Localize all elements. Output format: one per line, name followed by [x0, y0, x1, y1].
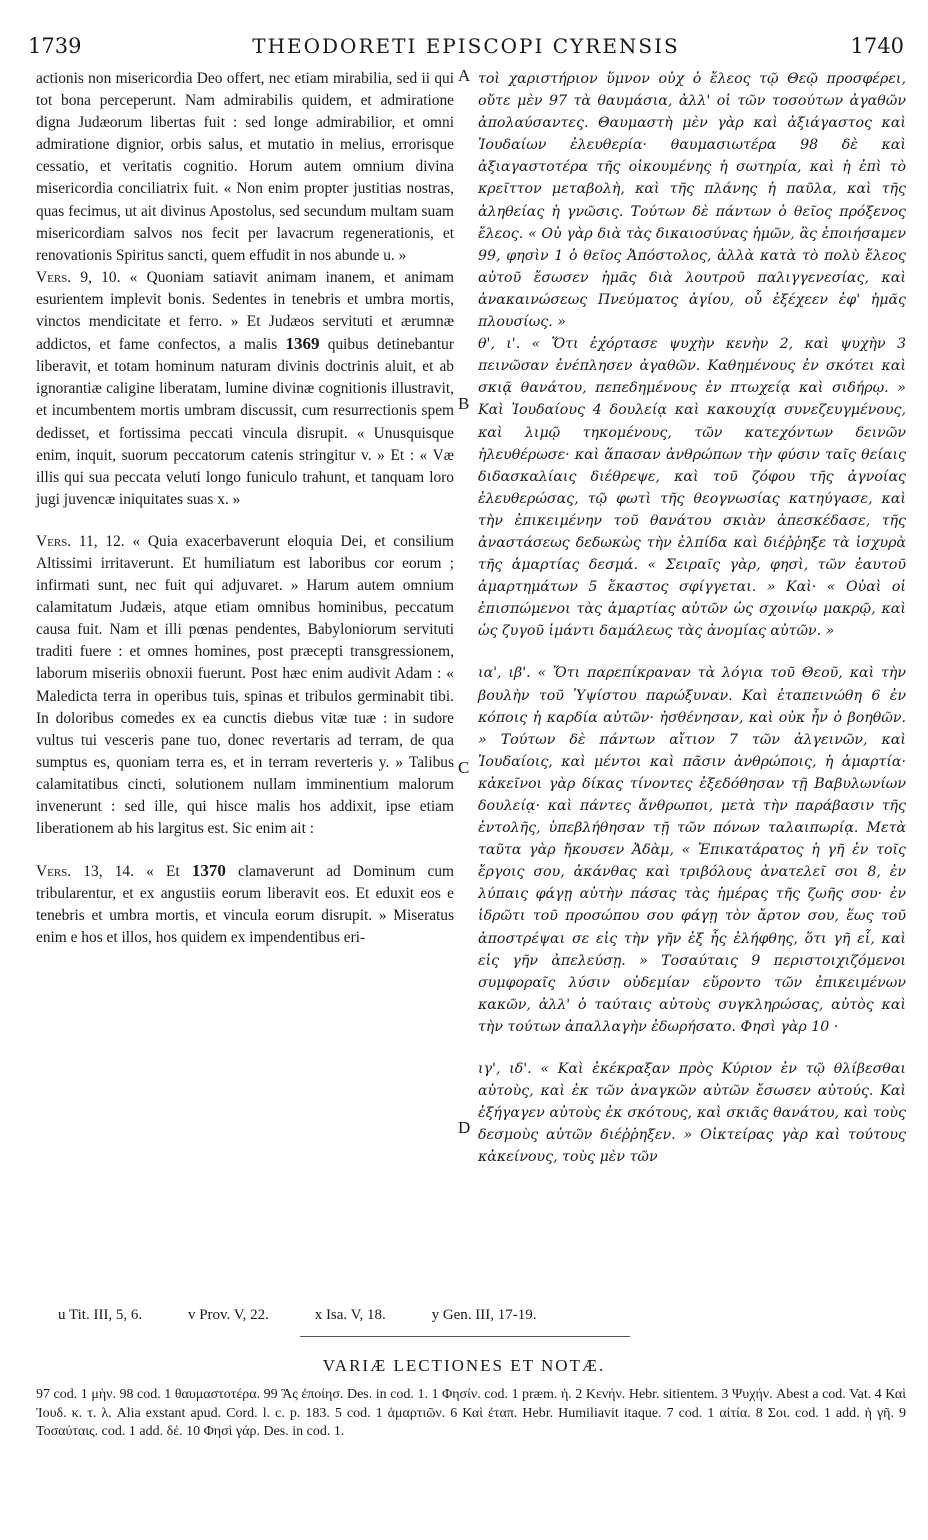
margin-letter-c: C — [458, 758, 470, 777]
greek-paragraph-1: τοὶ χαριστήριον ὕμνον οὐχ ὁ ἔλεος τῷ Θεῷ προσφέρει, οὔτε μὲν 97 τὰ θαυμάσια, ἀλλ' οἱ τῶν τοσούτων ἀγαθῶν ἀπολαύσαντες. Θαυμαστὴ μὲν γὰρ καὶ ἀξιάγαστος καὶ Ἰουδαίων ἐλευθερία· θαυμασιωτέρα 98 δὲ καὶ ἀξιαγαστοτέρα τῆς οἰκουμένης ἡ σωτηρία, καὶ ἡ ἐπὶ τὸ κρεῖττον μεταβολὴ, καὶ τῆς πλάνης ἡ παῦλα, καὶ τῆς ἀληθείας ἡ γνῶσις. Τούτων δὲ πάντων ὁ θεῖος πρόξενος ἔλεος. « Οὐ γὰρ διὰ τὰς δικαιοσύνας ἡμῶν, ἃς ἐποιήσαμεν 99, φησὶν 1 ὁ θεῖος Ἀπόστολος, ἀλλὰ κατὰ τὸ πολὺ ἔλεος αὐτοῦ ἔσωσεν ἡμᾶς διὰ λουτροῦ παλιγγενεσίας, καὶ ἀνακαινώσεως Πνεύματος ἁγίου, οὗ ἐξέχεεν ἐφ' ἡμᾶς πλουσίως. » — [478, 71, 906, 331]
latin-text: clamaverunt ad Dominum cum tribularentur, et ex angustiis eorum liberavit eos. Et eduxit eos e tenebris et umbra mortis, et vincula eorum disrupit. » Miseratus enim e hos et illos, hos quidem ex impendentibus eri- — [36, 863, 454, 947]
latin-paragraph-1: actionis non misericordia Deo offert, nec etiam mirabilia, sed ii qui tot bona perceperunt. Nam admirabilis quidem, et admiratione digna Judæorum libertas fuit : sed longe admirabilior, et omni admiratione dignior, orbis salus, et mutatio in melius, errorisque cessatio, et veritatis cognitio. Horum autem omnium divina misericordia conciliatrix fuit. « Non enim propter justitias nostras, quas fecimus, ut ait divinus Apostolus, sed secundum multam suam misericordiam salvos nos fecit per lavacrum regenerationis, et renovationis Spiritus sancti, quem effudit in nos abunde u. » — [36, 70, 454, 264]
footnote: x Isa. V, 18. — [314, 1307, 386, 1323]
latin-paragraph-2 — [36, 267, 454, 511]
latin-text: « Quoniam satiavit animam inanem, et animam esurientem implevit bonis. Sedentes in tenebris et umbra mortis, vinctos mendicitate et ferro. » Et Judæos servituti et ærumnæ addictos, et fame confectos, a malis — [36, 268, 454, 354]
page-number-right: 1740 — [850, 34, 904, 58]
variant-notes: 97 cod. 1 μὴν. 98 cod. 1 θαυμαστοτέρα. 99 Ἃς ἐποίησ. Des. in cod. 1. 1 Φησίν. cod. 1 præm. ἡ. 2 Κενήν. Hebr. sitientem. 3 Ψυχήν. Abest a cod. Vat. 4 Καὶ Ἰουδ. κ. τ. λ. Alia exstant apud. Cord. l. c. p. 183. 5 cod. 1 ἁμαρτιῶν. 6 Καὶ ἐταπ. Hebr. Humiliavit itaque. 7 cod. 1 αἰτία. 8 Σοι. cod. 1 add. ἡ γῆ. 9 Τοσαύταις. cod. 1 add. δέ. 10 Φησὶ γάρ. Des. in cod. 1. — [36, 1387, 906, 1439]
greek-paragraph-4: ιγ', ιδ'. « Καὶ ἐκέκραξαν πρὸς Κύριον ἐν τῷ θλίβεσθαι αὐτοὺς, καὶ ἐκ τῶν ἀναγκῶν αὐτῶν ἔσωσεν αὐτούς. Καὶ ἐξήγαγεν αὐτοὺς ἐκ σκότους, καὶ σκιᾶς θανάτου, καὶ τοὺς δεσμοὺς αὐτῶν διέῤῥηξεν. » Οἰκτείρας γὰρ καὶ τούτους κἀκείνους, τοὺς μὲν τῶν — [478, 1061, 906, 1166]
footnote: u Tit. III, 5, 6. — [58, 1307, 143, 1323]
margin-letter-b: B — [458, 394, 470, 413]
margin-letter-d: D — [458, 1118, 471, 1137]
latin-text: quibus detinebantur liberavit, et totam hominum naturam divinis doctrinis aluit, et ab ignorantiæ caligine liberatam, lumine divinæ cognitionis illustravit, et incumbentem mortis umbram discussit, cum resurrectionis spem dedisset, et fortissima peccati vincula disrupit. « Unusquisque enim, inquit, suorum peccatorum catenis stringitur v. » Et : « Væ illis qui sua peccata veluti longo funiculo trahunt, et tanquam loro jugi juvencæ iniquitates suas x. » — [36, 336, 454, 508]
verse-heading: Vers. 13, 14. — [36, 863, 134, 881]
latin-paragraph-4 — [36, 860, 454, 949]
greek-paragraph-3: ια', ιβ'. « Ὅτι παρεπίκραναν τὰ λόγια τοῦ Θεοῦ, καὶ τὴν βουλὴν τοῦ Ὑψίστου παρώξυναν. Καὶ ἐταπεινώθη 6 ἐν κόποις ἡ καρδία αὐτῶν· ἠσθένησαν, καὶ οὐκ ἦν ὁ βοηθῶν. » Τούτων δὲ πάντων αἴτιον 7 τῶν ἀλγεινῶν, καὶ Ἰουδαίοις, καὶ μέντοι καὶ πᾶσιν ἀνθρώποις, ἡ ἁμαρτία· κἀκεῖνοι γὰρ δίκας τίνοντες ἐξεδόθησαν τῇ Βαβυλωνίων δουλείᾳ· καὶ πάντες ἄνθρωποι, μετὰ τὴν παράβασιν τῆς ἐντολῆς, ὑπεβλήθησαν τῇ τῶν πόνων ταλαιπωρίᾳ. Μετὰ ταῦτα γὰρ ἤκουσεν Ἀδὰμ, « Ἐπικατάρατος ἡ γῆ ἐν τοῖς ἔργοις σου, ἀκάνθας καὶ τριβόλους ἀνατελεῖ σοι 8, ἐν λύπαις φάγῃ αὐτὴν πάσας τὰς ἡμέρας τῆς ζωῆς σου· ἐν ἱδρῶτι τοῦ προσώπου σου φάγῃ τὸν ἄρτον σου, ἕως τοῦ ἀποστρέψαι σε εἰς τὴν γῆν ἐξ ἧς ἐλήφθης, ὅτι γῆ εἶ, καὶ εἰς γῆν ἀπελεύσῃ. » Τοσαύταις 9 περιστοιχιζόμενοι συμφοραῖς λύσιν οὐδεμίαν εὕροντο τῶν ἐπικειμένων κακῶν, ἀλλ' ὁ ταύταις αὐτοὺς συγκληρώσας, αὐτὸς καὶ τὴν τούτων ἀπαλλαγὴν ἐδωρήσατο. Φησὶ γὰρ 10 · — [478, 665, 906, 1035]
page-number-left: 1739 — [28, 34, 82, 58]
latin-paragraph-3 — [36, 531, 454, 840]
footnotes — [58, 1307, 904, 1324]
running-header — [28, 30, 904, 64]
column-number: 1370 — [191, 861, 226, 881]
greek-paragraph-2: θ', ι'. « Ὅτι ἐχόρτασε ψυχὴν κενὴν 2, καὶ ψυχὴν 3 πεινῶσαν ἐνέπλησεν ἀγαθῶν. Καθημένους ἐν σκότει καὶ σκιᾷ θανάτου, πεπεδημένους ἐν πτωχείᾳ καὶ σιδήρῳ. » Καὶ Ἰουδαίους 4 δουλείᾳ καὶ κακουχίᾳ συνεζευγμένους, καὶ λιμῷ τηκομένους, τῶν κατεχόντων δεινῶν ἠλευθέρωσε· καὶ ἅπασαν ἀνθρώπων τὴν φύσιν ταῖς θείαις διδασκαλίαις διέθρεψε, καὶ τοῦ ζόφου τῆς ἀγνοίας ἐλευθερώσας, τῷ φωτὶ τῆς θεογνωσίας κατηύγασε, καὶ τὴν ἐπικειμένην τοῦ θανάτου σκιὰν ἀπεσκέδασε, τῆς ἀναστάσεως δεδωκὼς τὴν ἐλπίδα καὶ διέῤῥηξε τὰ ἰσχυρὰ τῆς ἁμαρτίας δεσμά. « Σειραῖς γὰρ, φησὶ, τῶν ἑαυτοῦ ἁμαρτημάτων 5 ἕκαστος σφίγγεται. » Καὶ· « Οὐαὶ οἱ ἐπισπώμενοι τὰς ἁμαρτίας αὐτῶν ὡς σχοινίῳ μακρῷ, καὶ ὡς ζυγοῦ ἱμάντι δαμάλεως τὰς ἀνομίας αὐτῶν. » — [478, 336, 906, 640]
latin-column — [36, 68, 454, 950]
footnote: y Gen. III, 17-19. — [431, 1307, 537, 1323]
footnote: v Prov. V, 22. — [187, 1307, 269, 1323]
verse-heading: Vers. 9, 10. — [36, 268, 121, 286]
notes-title: VARIÆ LECTIONES ET NOTÆ. — [322, 1356, 606, 1375]
latin-text: « Et — [146, 863, 180, 881]
verse-heading: Vers. 11, 12. — [36, 532, 125, 550]
greek-column — [478, 68, 906, 1169]
latin-text: « Quia exacerbaverunt eloquia Dei, et consilium Altissimi irritaverunt. Et humiliatum est laboribus cor eorum ; infirmati sunt, nec fuit qui adjuvaret. » Harum autem omnium calamitatum Judæis, atque etiam omnibus hominibus, peccatum causa fuit. Nam et illi pœnas pendentes, Babyloniorum servituti traditi fuere : et omnes homines, post præcepti transgressionem, laborum miseriis obnoxii fuerunt. Post hæc enim audivit Adam : « Maledicta terra in operibus tuis, spinas et tribulos germinabit tibi. In doloribus comedes ex ea cunctis diebus vitæ tuæ : in sudore vultus tui vesceris pane tuo, donec revertaris ad terram, de qua sumptus es, quoniam terra es, et in terram reverteris y. » Talibus calamitatibus cincti, solutionem nullam imminentium malorum invenerunt : sed ille, qui hisce malis hos addixit, ipse etiam liberationem ab his largitus est. Sic enim ait : — [36, 532, 454, 838]
running-title: THEODORETI EPISCOPI CYRENSIS — [252, 34, 680, 58]
margin-letter-a: A — [458, 66, 471, 85]
column-number: 1369 — [285, 334, 320, 354]
divider — [300, 1336, 630, 1337]
